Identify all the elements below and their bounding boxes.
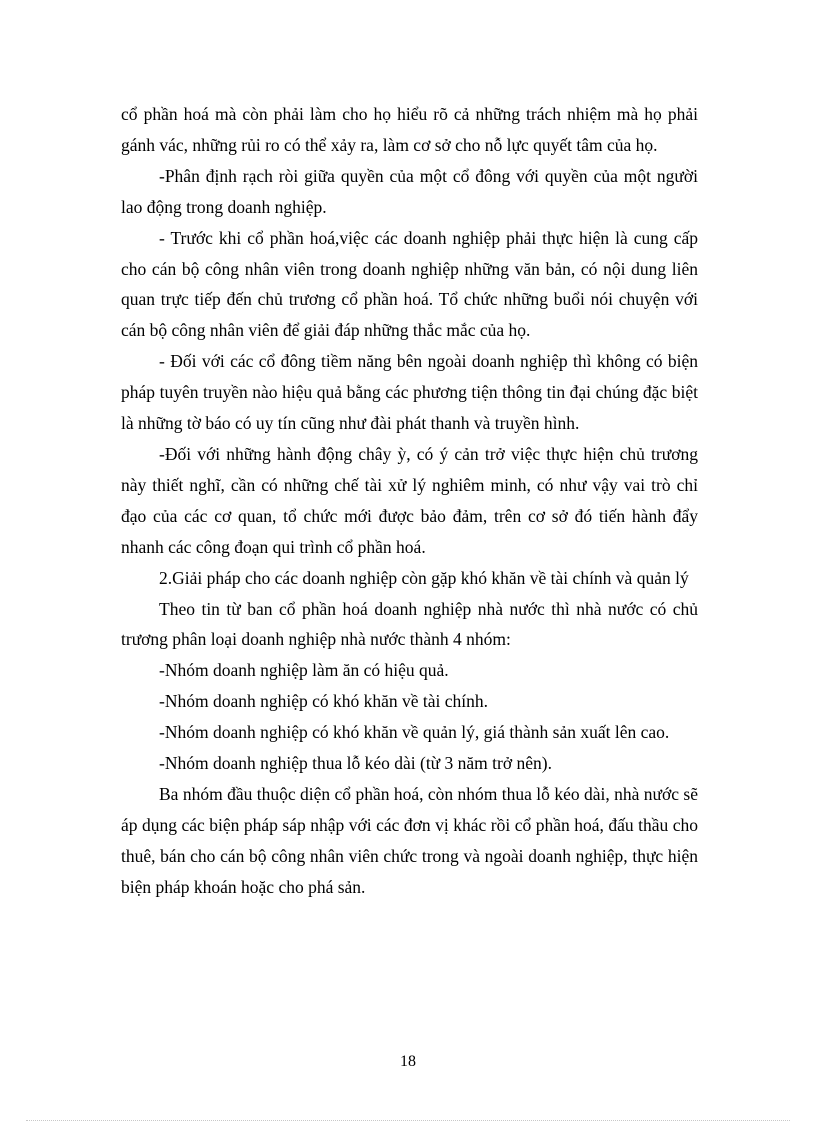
body-text [121,99,698,903]
paragraph-7: Theo tin từ ban cổ phần hoá doanh nghiệp nhà nước thì nhà nước có chủ trương phân loại doanh nghiệp nhà nước thành 4 nhóm: [121,598,698,650]
paragraph-3: - Trước khi cổ phần hoá,việc các doanh nghiệp phải thực hiện là cung cấp cho cán bộ công nhân viên trong doanh nghiệp những văn bản, có nội dung liên quan trực tiếp đến chủ trương cổ phần hoá. Tổ chức những buổi nói chuyện với cán bộ công nhân viên để giải đáp những thắc mắc của họ. [121,227,698,341]
section-heading: 2.Giải pháp cho các doanh nghiệp còn gặp khó khăn về tài chính và quản lý [159,567,689,588]
paragraph-1: cổ phần hoá mà còn phải làm cho họ hiểu rõ cả những trách nhiệm mà họ phải gánh vác, những rủi ro có thể xảy ra, làm cơ sở cho nỗ lực quyết tâm của họ. [121,104,698,155]
list-item-group-1: -Nhóm doanh nghiệp làm ăn có hiệu quả. [159,660,449,681]
page-bottom-divider [26,1120,790,1121]
paragraph-2: -Phân định rạch ròi giữa quyền của một cổ đông với quyền của một người lao động trong doanh nghiệp. [121,165,698,217]
list-item-group-4: -Nhóm doanh nghiệp thua lỗ kéo dài (từ 3 năm trở nên). [159,753,552,774]
paragraph-12: Ba nhóm đầu thuộc diện cổ phần hoá, còn nhóm thua lỗ kéo dài, nhà nước sẽ áp dụng các biện pháp sáp nhập với các đơn vị khác rồi cổ phần hoá, đấu thầu cho thuê, bán cho cán bộ công nhân viên chức trong và ngoài doanh nghiệp, thực hiện biện pháp khoán hoặc cho phá sản. [121,783,698,897]
paragraph-4: - Đối với các cổ đông tiềm năng bên ngoài doanh nghiệp thì không có biện pháp tuyên truyền nào hiệu quả bằng các phương tiện thông tin đại chúng đặc biệt là những tờ báo có uy tín cũng như đài phát thanh và truyền hình. [121,351,698,434]
page-number: 18 [400,1053,416,1070]
paragraph-5: -Đối với những hành động chây ỳ, có ý cản trở việc thực hiện chủ trương này thiết nghĩ, cần có những chế tài xử lý nghiêm minh, có như vậy vai trò chỉ đạo của các cơ quan, tổ chức mới được bảo đảm, trên cơ sở đó tiến hành đẩy nhanh các công đoạn qui trình cổ phần hoá. [121,443,698,557]
list-item-group-2: -Nhóm doanh nghiệp có khó khăn về tài chính. [159,691,489,712]
list-item-group-3: -Nhóm doanh nghiệp có khó khăn về quản lý, giá thành sản xuất lên cao. [159,722,670,743]
